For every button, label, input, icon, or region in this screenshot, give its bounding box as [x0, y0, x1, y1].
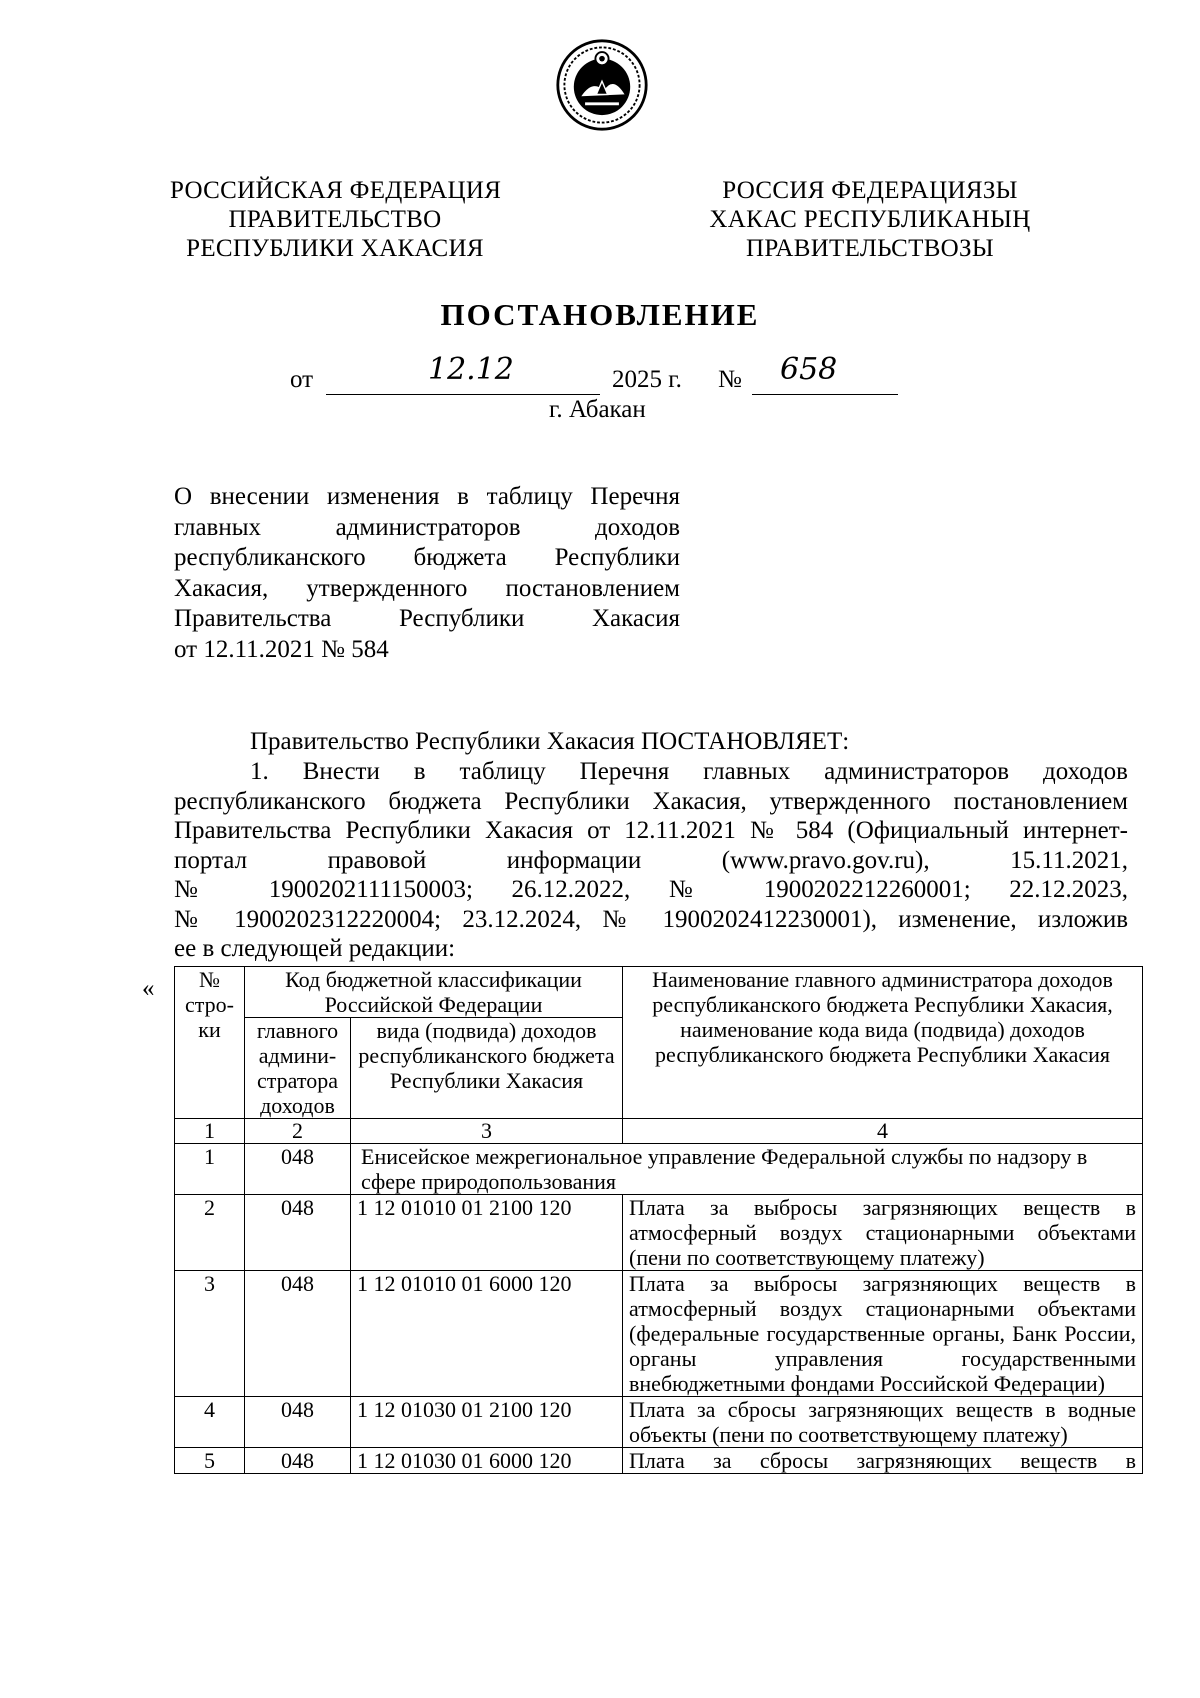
paragraph-line: № 1900202312220004; 23.12.2024, № 1900202412230001), изменение, изложив — [174, 905, 1128, 933]
date-prefix: от — [290, 366, 314, 393]
column-number: 4 — [623, 1119, 1143, 1144]
handwritten-date: 12.12 — [428, 352, 514, 387]
row-admin-code: 048 — [245, 1448, 351, 1474]
subject-line: республиканского бюджета Республики — [174, 544, 680, 571]
paragraph-line: портал правовой информации (www.pravo.gov.ru), 15.11.2021, — [174, 846, 1128, 874]
paragraph-line: № 1900202111150003; 26.12.2022, № 1900202212260001; 22.12.2023, — [174, 876, 1128, 903]
table-row — [175, 1397, 1143, 1448]
row-admin-code: 048 — [245, 1144, 351, 1195]
header-name: Наименование главного администратора доходов республиканского бюджета Республики Хакасия, наименование кода вида (подвида) доходов республиканского бюджета Республики Хакасия — [623, 967, 1143, 1119]
paragraph-line: Правительства Республики Хакасия от 12.11.2021 № 584 (Официальный интернет- — [174, 817, 1128, 844]
table-row — [175, 1271, 1143, 1397]
subject-line: от 12.11.2021 № 584 — [174, 635, 389, 663]
resolution-intro: Правительство Республики Хакасия ПОСТАНОВЛЯЕТ: — [250, 728, 850, 755]
row-income-name: Плата за выбросы загрязняющих веществ в атмосферный воздух стационарными объектами (пени по соответствующему платежу) — [623, 1195, 1143, 1271]
subject-line: Правительства Республики Хакасия — [174, 605, 680, 632]
row-income-name: Плата за сбросы загрязняющих веществ в водные объекты (пени по соответствующему платежу) — [623, 1397, 1143, 1448]
row-admin-name: Енисейское межрегиональное управление Федеральной службы по надзору в сфере природопользования — [351, 1144, 1143, 1195]
subject-line: Хакасия, утвержденного постановлением — [174, 574, 680, 602]
row-number: 2 — [175, 1195, 245, 1271]
header-code-group: Код бюджетной классификации Российской Федерации — [245, 967, 623, 1018]
row-income-code: 1 12 01010 01 6000 120 — [351, 1271, 623, 1397]
row-income-code: 1 12 01030 01 6000 120 — [351, 1448, 623, 1474]
document-city: г. Абакан — [549, 396, 646, 423]
header-admin-code: главного админи-стратора доходов — [245, 1018, 351, 1119]
header-right-line: ПРАВИТЕЛЬСТВОЗЫ — [746, 235, 994, 262]
header-right-line: РОССИЯ ФЕДЕРАЦИЯЗЫ — [722, 177, 1018, 204]
header-left-line: РЕСПУБЛИКИ ХАКАСИЯ — [186, 235, 484, 262]
row-income-name: Плата за сбросы загрязняющих веществ в — [623, 1448, 1143, 1474]
column-number: 3 — [351, 1119, 623, 1144]
column-numbers-row — [175, 1119, 1143, 1144]
row-number: 3 — [175, 1271, 245, 1397]
subject-line: О внесении изменения в таблицу Перечня — [174, 483, 680, 510]
column-number: 1 — [175, 1119, 245, 1144]
row-income-code: 1 12 01030 01 2100 120 — [351, 1397, 623, 1448]
row-number: 1 — [175, 1144, 245, 1195]
number-underline — [752, 394, 898, 395]
header-income-code: вида (подвида) доходов республиканского бюджета Республики Хакасия — [351, 1018, 623, 1119]
table-row — [175, 1195, 1143, 1271]
header-left-line: ПРАВИТЕЛЬСТВО — [228, 206, 442, 233]
row-income-code: 1 12 01010 01 2100 120 — [351, 1195, 623, 1271]
resolution-paragraph — [174, 757, 1128, 964]
header-left-block — [170, 176, 500, 263]
column-number: 2 — [245, 1119, 351, 1144]
date-year: 2025 г. — [612, 366, 682, 393]
document-type-title: ПОСТАНОВЛЕНИЕ — [440, 297, 760, 332]
row-income-name: Плата за выбросы загрязняющих веществ в атмосферный воздух стационарными объектами (федеральные государственные органы, Банк России, органы управления государственными внебюджетными фондами Российской Федерации) — [623, 1271, 1143, 1397]
revenue-administrators-table — [174, 966, 1143, 1474]
paragraph-line: республиканского бюджета Республики Хакасия, утвержденного постановлением — [174, 787, 1128, 815]
header-right-block — [700, 176, 1040, 263]
document-subject — [174, 482, 680, 665]
row-admin-code: 048 — [245, 1195, 351, 1271]
row-admin-code: 048 — [245, 1271, 351, 1397]
header-right-line: ХАКАС РЕСПУБЛИКАНЫҢ — [709, 206, 1031, 233]
number-sign: № — [718, 366, 742, 393]
paragraph-line: 1. Внести в таблицу Перечня главных администраторов доходов — [250, 758, 1128, 785]
opening-quote: « — [142, 975, 155, 1002]
subject-line: главных администраторов доходов — [174, 513, 680, 541]
row-number: 4 — [175, 1397, 245, 1448]
table-header-row — [175, 967, 1143, 1018]
header-row-number: № стро-ки — [175, 967, 245, 1119]
coat-of-arms-emblem — [555, 38, 649, 132]
table-row — [175, 1144, 1143, 1195]
table-row — [175, 1448, 1143, 1474]
date-underline — [326, 394, 600, 395]
row-number: 5 — [175, 1448, 245, 1474]
header-left-line: РОССИЙСКАЯ ФЕДЕРАЦИЯ — [170, 177, 502, 204]
paragraph-line: ее в следующей редакции: — [174, 935, 456, 962]
handwritten-number: 658 — [780, 352, 838, 387]
row-admin-code: 048 — [245, 1397, 351, 1448]
